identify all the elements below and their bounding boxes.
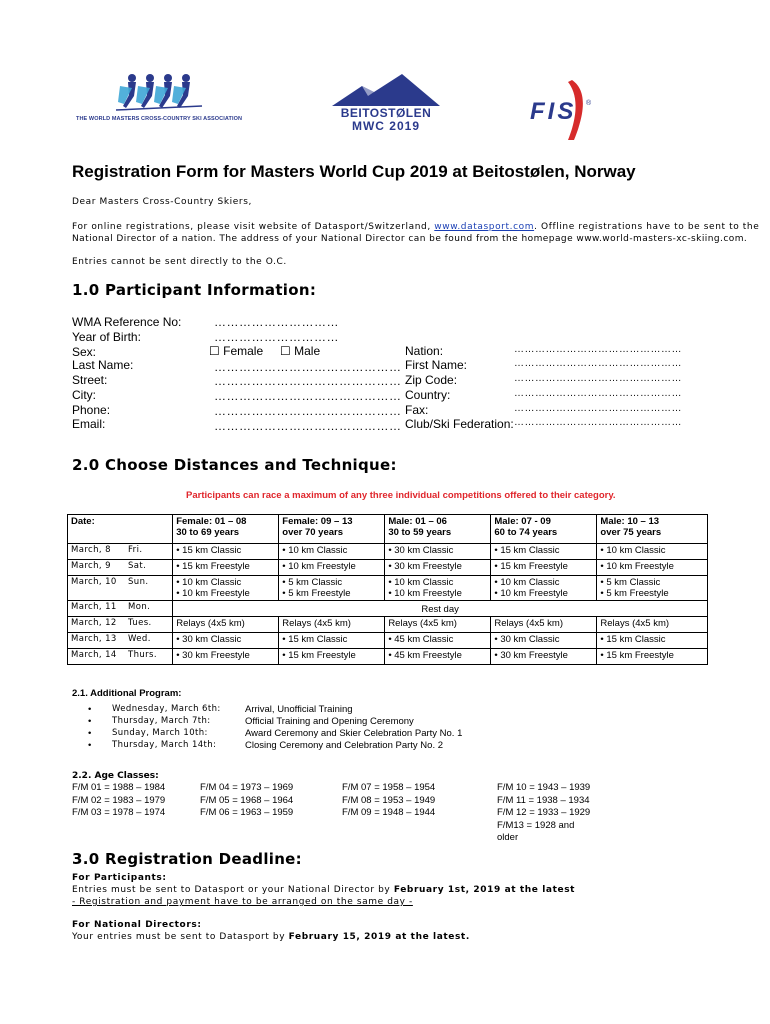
participants-text [72, 885, 575, 895]
fis-text: FIS [530, 98, 577, 125]
race-option[interactable]: • 5 km Freestyle [600, 588, 669, 599]
greeting: Dear Masters Cross-Country Skiers, [72, 197, 252, 207]
nation-field[interactable]: ………………………………………… [514, 344, 682, 355]
race-option[interactable]: Relays (4x5 km) [494, 618, 563, 629]
directors-label: For National Directors: [72, 920, 202, 930]
race-cell[interactable] [279, 544, 385, 560]
datasport-link[interactable]: www.datasport.com [434, 222, 535, 232]
date-text: March, 12 [71, 618, 117, 628]
date-cell [68, 601, 173, 617]
race-cell[interactable] [173, 617, 279, 633]
competition-notice: Participants can race a maximum of any three individual competitions offered to their category. [186, 490, 616, 501]
beito-line2: MWC 2019 [351, 119, 421, 133]
race-option[interactable]: • 15 km Freestyle [282, 650, 356, 661]
skiers-icon [72, 70, 244, 114]
race-option[interactable]: • 10 km Classic [494, 577, 560, 588]
race-cell[interactable] [173, 544, 279, 560]
date-text: March, 10 [71, 577, 117, 587]
age-class: F/M 11 = 1938 – 1934 [497, 794, 590, 806]
race-cell[interactable] [173, 649, 279, 665]
date-text: March, 13 [71, 634, 117, 644]
registered-icon: ® [586, 100, 592, 107]
city-label: City: [72, 388, 96, 402]
fax-field[interactable]: ………………………………………… [514, 403, 682, 414]
weekday-text: Sun. [128, 577, 149, 587]
ages-heading: 2.2. Age Classes: [72, 771, 159, 781]
race-cell[interactable] [279, 633, 385, 649]
fax-label: Fax: [405, 403, 429, 417]
race-option[interactable]: • 10 km Classic [282, 545, 348, 556]
table-header-cell [491, 515, 597, 544]
header-line: over 75 years [600, 527, 662, 538]
age-class: F/M13 = 1928 and [497, 819, 575, 831]
program-text: Official Training and Opening Ceremony [245, 716, 414, 727]
race-option[interactable]: Relays (4x5 km) [176, 618, 245, 629]
age-class: F/M 06 = 1963 – 1959 [200, 807, 294, 818]
race-option[interactable]: • 15 km Freestyle [600, 650, 674, 661]
table-row [68, 633, 708, 649]
race-cell[interactable] [597, 633, 708, 649]
fis-logo [528, 80, 598, 140]
race-option[interactable]: • 10 km Classic [388, 577, 454, 588]
race-cell[interactable] [385, 617, 491, 633]
race-cell[interactable] [173, 560, 279, 576]
program-text: Closing Ceremony and Celebration Party No. 2 [245, 740, 444, 751]
header-line: Male: 10 – 13 [600, 516, 660, 527]
participants-text-a: Entries must be sent to Datasport or your National Director by [72, 885, 391, 895]
program-text: Award Ceremony and Skier Celebration Party No. 1 [245, 728, 463, 739]
table-header-cell [173, 515, 279, 544]
date-cell [68, 633, 173, 649]
race-option[interactable]: • 10 km Freestyle [282, 561, 356, 572]
race-cell[interactable] [279, 649, 385, 665]
race-cell[interactable] [279, 576, 385, 601]
female-checkbox[interactable]: ☐ [209, 344, 220, 358]
race-option[interactable]: • 5 km Classic [282, 577, 343, 588]
age-class: F/M 04 = 1973 – 1969 [200, 782, 294, 793]
header-line: 30 to 59 years [388, 527, 452, 538]
date-text: March, 9 [71, 561, 111, 571]
header-line: Male: 07 - 09 [494, 516, 551, 527]
table-header-row [68, 515, 708, 544]
age-class: F/M 10 = 1943 – 1939 [497, 782, 591, 793]
race-cell[interactable] [385, 560, 491, 576]
race-option[interactable]: • 15 km Classic [494, 545, 560, 556]
header-line: Female: 09 – 13 [282, 516, 353, 527]
birth-label: Year of Birth: [72, 330, 141, 344]
male-checkbox[interactable]: ☐ [280, 344, 291, 358]
race-option[interactable]: • 5 km Freestyle [282, 588, 351, 599]
zip-field[interactable]: ………………………………………… [514, 373, 682, 384]
race-option[interactable]: • 15 km Freestyle [176, 561, 250, 572]
ages-col4 [497, 782, 590, 845]
ages-col2 [200, 782, 293, 820]
club-label: Club/Ski Federation: [405, 417, 514, 431]
header-line: 60 to 74 years [494, 527, 558, 538]
race-option[interactable]: • 15 km Classic [282, 634, 348, 645]
firstname-label: First Name: [405, 358, 468, 372]
race-cell[interactable] [597, 560, 708, 576]
nation-label: Nation: [405, 344, 444, 358]
race-cell[interactable] [385, 649, 491, 665]
program-date: Sunday, March 10th: [112, 728, 208, 738]
date-text: March, 11 [71, 602, 117, 612]
table-row [68, 544, 708, 560]
race-option[interactable]: • 30 km Classic [388, 545, 454, 556]
weekday-text: Tues. [128, 618, 152, 628]
race-option[interactable]: • 15 km Classic [600, 634, 666, 645]
program-date: Thursday, March 14th: [112, 740, 217, 750]
street-label: Street: [72, 373, 108, 387]
date-cell [68, 576, 173, 601]
table-header-cell [597, 515, 708, 544]
bullet-icon: • [88, 704, 92, 715]
firstname-field[interactable]: ………………………………………… [514, 358, 682, 369]
participants-deadline: February 1st, 2019 at the latest [393, 885, 576, 895]
weekday-text: Thurs. [128, 650, 157, 660]
payment-note: - Registration and payment have to be arranged on the same day - [72, 897, 413, 907]
intro-line1-a: For online registrations, please visit website of Datasport/Switzerland, [72, 222, 431, 232]
race-option[interactable]: Relays (4x5 km) [600, 618, 670, 629]
header-line: Female: 01 – 08 [176, 516, 247, 527]
age-class: F/M 01 = 1988 – 1984 [72, 782, 166, 793]
race-cell[interactable] [385, 633, 491, 649]
race-option[interactable]: • 10 km Freestyle [388, 588, 462, 599]
race-option[interactable]: • 30 km Classic [176, 634, 242, 645]
race-cell[interactable] [597, 617, 708, 633]
section3-heading: 3.0 Registration Deadline: [72, 850, 302, 868]
table-header-cell [279, 515, 385, 544]
race-cell[interactable] [491, 560, 597, 576]
female-label: Female [223, 344, 264, 358]
header-line: Male: 01 – 06 [388, 516, 447, 527]
race-cell[interactable] [491, 544, 597, 560]
beito-line1: BEITOSTØLEN [340, 106, 432, 120]
lastname-field[interactable]: ……………………………………… [214, 360, 402, 374]
race-option[interactable]: • 15 km Freestyle [494, 561, 568, 572]
zip-label: Zip Code: [405, 373, 458, 387]
race-cell[interactable] [491, 576, 597, 601]
race-cell[interactable] [491, 633, 597, 649]
bullet-icon: • [88, 716, 92, 727]
age-class: F/M 03 = 1978 – 1974 [72, 807, 166, 818]
program-text: Arrival, Unofficial Training [245, 704, 353, 715]
city-field[interactable]: ……………………………………… [214, 389, 402, 403]
ages-col3 [342, 782, 435, 820]
country-field[interactable]: ………………………………………… [514, 388, 682, 399]
directors-deadline: February 15, 2019 at the latest. [288, 932, 470, 942]
directors-text-a: Your entries must be sent to Datasport by [72, 932, 286, 942]
date-text: March, 8 [71, 545, 111, 555]
race-option[interactable]: • 10 km Classic [176, 577, 242, 588]
rest-day-cell: Rest day [173, 601, 708, 617]
section1-heading: 1.0 Participant Information: [72, 281, 317, 299]
female-option[interactable] [209, 344, 263, 358]
race-option[interactable]: • 10 km Classic [600, 545, 666, 556]
race-cell[interactable] [279, 617, 385, 633]
street-field[interactable]: ……………………………………… [214, 374, 402, 388]
program-date: Wednesday, March 6th: [112, 704, 221, 714]
bullet-icon: • [88, 740, 92, 751]
race-cell[interactable] [597, 576, 708, 601]
wma-caption: THE WORLD MASTERS CROSS-COUNTRY SKI ASSOCIATION [76, 116, 243, 122]
mountain-icon [332, 72, 440, 106]
weekday-text: Fri. [128, 545, 143, 555]
header-line: Date: [71, 516, 95, 527]
age-class: older [497, 832, 519, 843]
race-option[interactable]: • 30 km Freestyle [388, 561, 462, 572]
age-class: F/M 09 = 1948 – 1944 [342, 807, 436, 818]
date-cell [68, 560, 173, 576]
beitostolen-logo [332, 72, 440, 134]
intro-note: Entries cannot be sent directly to the O.C. [72, 257, 287, 267]
table-header-cell [385, 515, 491, 544]
race-cell[interactable] [173, 633, 279, 649]
intro-line1 [72, 222, 759, 232]
program-date: Thursday, March 7th: [112, 716, 211, 726]
race-option[interactable]: • 15 km Classic [176, 545, 242, 556]
race-option[interactable]: Relays (4x5 km) [388, 618, 457, 629]
age-class: F/M 07 = 1958 – 1954 [342, 782, 436, 793]
club-field[interactable]: ………………………………………… [514, 417, 682, 428]
age-class: F/M 05 = 1968 – 1964 [200, 794, 294, 806]
phone-field[interactable]: ……………………………………… [214, 404, 402, 418]
age-class: F/M 12 = 1933 – 1929 [497, 807, 591, 818]
date-cell [68, 649, 173, 665]
section2-heading: 2.0 Choose Distances and Technique: [72, 456, 397, 474]
race-cell[interactable] [173, 576, 279, 601]
race-option[interactable]: Relays (4x5 km) [282, 618, 351, 629]
table-row [68, 576, 708, 601]
weekday-text: Wed. [128, 634, 151, 644]
intro-line1-b: . Offline registrations have to be sent to the [534, 222, 760, 232]
date-text: March, 14 [71, 650, 117, 660]
weekday-text: Sat. [128, 561, 147, 571]
age-class: F/M 02 = 1983 – 1979 [72, 794, 166, 806]
race-cell[interactable] [597, 544, 708, 560]
wma-logo [72, 70, 244, 128]
age-class: F/M 08 = 1953 – 1949 [342, 794, 436, 806]
country-label: Country: [405, 388, 451, 402]
header-line: 30 to 69 years [176, 527, 240, 538]
weekday-text: Mon. [128, 602, 151, 612]
page-title: Registration Form for Masters World Cup 2019 at Beitostølen, Norway [72, 162, 636, 181]
table-row [68, 601, 708, 617]
male-option[interactable] [280, 344, 320, 358]
wma-field[interactable]: ………………………… [214, 315, 339, 329]
date-cell [68, 544, 173, 560]
race-option[interactable]: • 30 km Freestyle [176, 650, 250, 661]
race-option[interactable]: • 10 km Freestyle [600, 561, 674, 572]
lastname-label: Last Name: [72, 358, 134, 372]
competition-table [67, 514, 708, 665]
race-cell[interactable] [279, 560, 385, 576]
race-option[interactable]: • 30 km Freestyle [494, 650, 568, 661]
participants-label: For Participants: [72, 873, 167, 883]
intro-line2: National Director of a nation. The address of your National Director can be found from the homepage www.world-masters-xc-skiing.com. [72, 234, 748, 244]
table-row [68, 560, 708, 576]
ages-col1 [72, 782, 165, 820]
race-cell[interactable] [597, 649, 708, 665]
email-field[interactable]: ……………………………………… [214, 419, 402, 433]
table-row [68, 617, 708, 633]
bullet-icon: • [88, 728, 92, 739]
table-header-cell [68, 515, 173, 544]
birth-field[interactable]: ………………………… [214, 330, 339, 344]
race-option[interactable]: • 10 km Freestyle [176, 588, 250, 599]
directors-text [72, 932, 470, 942]
race-cell[interactable] [491, 649, 597, 665]
race-option[interactable]: • 45 km Freestyle [388, 650, 462, 661]
header-line: over 70 years [282, 527, 344, 538]
date-cell [68, 617, 173, 633]
phone-label: Phone: [72, 403, 111, 417]
race-option[interactable]: • 5 km Classic [600, 577, 661, 588]
wma-label: WMA Reference No: [72, 315, 182, 329]
race-option[interactable]: • 30 km Classic [494, 634, 560, 645]
male-label: Male [294, 344, 321, 358]
program-heading: 2.1. Additional Program: [72, 688, 182, 699]
race-option[interactable]: • 45 km Classic [388, 634, 454, 645]
sex-label: Sex: [72, 345, 97, 359]
table-row [68, 649, 708, 665]
race-cell[interactable] [385, 576, 491, 601]
race-cell[interactable] [385, 544, 491, 560]
race-cell[interactable] [491, 617, 597, 633]
email-label: Email: [72, 417, 106, 431]
race-option[interactable]: • 10 km Freestyle [494, 588, 568, 599]
